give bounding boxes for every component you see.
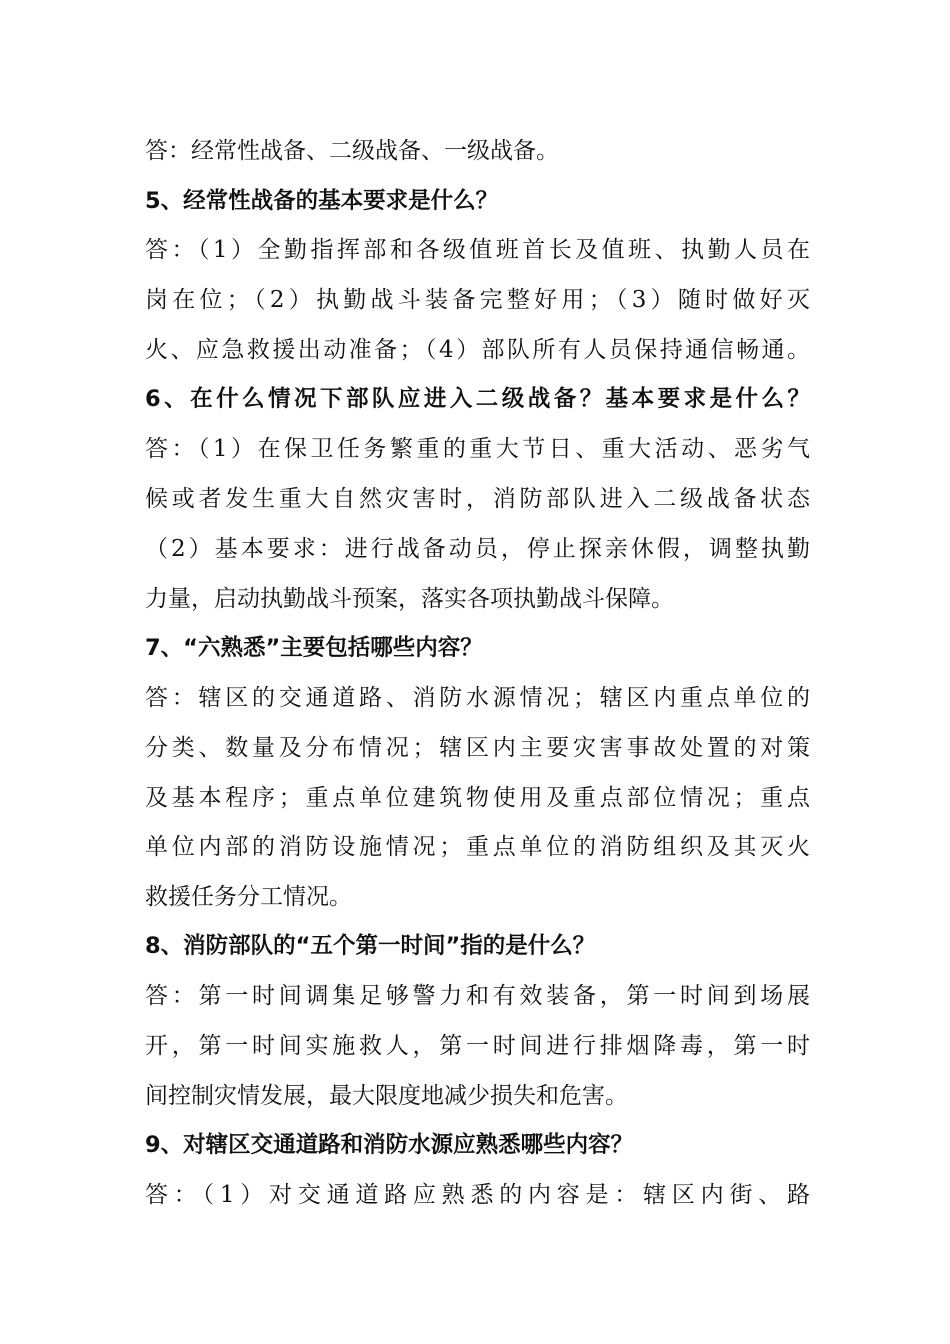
answer-line: 力量，启动执勤战斗预案，落实各项执勤战斗保障。 (145, 586, 674, 612)
answer-line: 答：经常性战备、二级战备、一级战备。 (145, 138, 559, 164)
answer-line: 答：（1）在保卫任务繁重的重大节日、重大活动、恶劣气 (145, 436, 810, 462)
answer-line: 开，第一时间实施救人，第一时间进行排烟降毒，第一时 (145, 1033, 810, 1059)
answer-line: 分类、数量及分布情况；辖区内主要灾害事故处置的对策 (145, 735, 810, 761)
question-7-heading: 7、“六熟悉”主要包括哪些内容？ (145, 635, 483, 661)
answer-line: 候或者发生重大自然灾害时，消防部队进入二级战备状态 (145, 486, 810, 512)
question-5-heading: 5、经常性战备的基本要求是什么？ (145, 188, 499, 214)
answer-line: 单位内部的消防设施情况；重点单位的消防组织及其灭火 (145, 834, 810, 860)
question-8-heading: 8、消防部队的“五个第一时间”指的是什么？ (145, 933, 596, 959)
answer-line: 答：辖区的交通道路、消防水源情况；辖区内重点单位的 (145, 685, 810, 711)
answer-line: 及基本程序；重点单位建筑物使用及重点部位情况；重点 (145, 785, 810, 811)
question-6-heading: 6、在什么情况下部队应进入二级战备？基本要求是什么？ (145, 386, 810, 412)
answer-line: 岗在位；（2）执勤战斗装备完整好用；（3）随时做好灭 (145, 287, 810, 313)
answer-line: 答：（1）全勤指挥部和各级值班首长及值班、执勤人员在 (145, 237, 810, 263)
answer-line: （2）基本要求：进行战备动员，停止探亲休假，调整执勤 (145, 536, 810, 562)
answer-line: 间控制灾情发展，最大限度地减少损失和危害。 (145, 1083, 628, 1109)
answer-line: 答：第一时间调集足够警力和有效装备，第一时间到场展 (145, 983, 810, 1009)
answer-line: 火、应急救援出动准备；（4）部队所有人员保持通信畅通。 (145, 337, 810, 363)
answer-line: 救援任务分工情况。 (145, 884, 352, 910)
question-9-heading: 9、对辖区交通道路和消防水源应熟悉哪些内容？ (145, 1132, 634, 1158)
answer-line: 答：（1）对交通道路应熟悉的内容是：辖区内街、路 (145, 1182, 810, 1208)
